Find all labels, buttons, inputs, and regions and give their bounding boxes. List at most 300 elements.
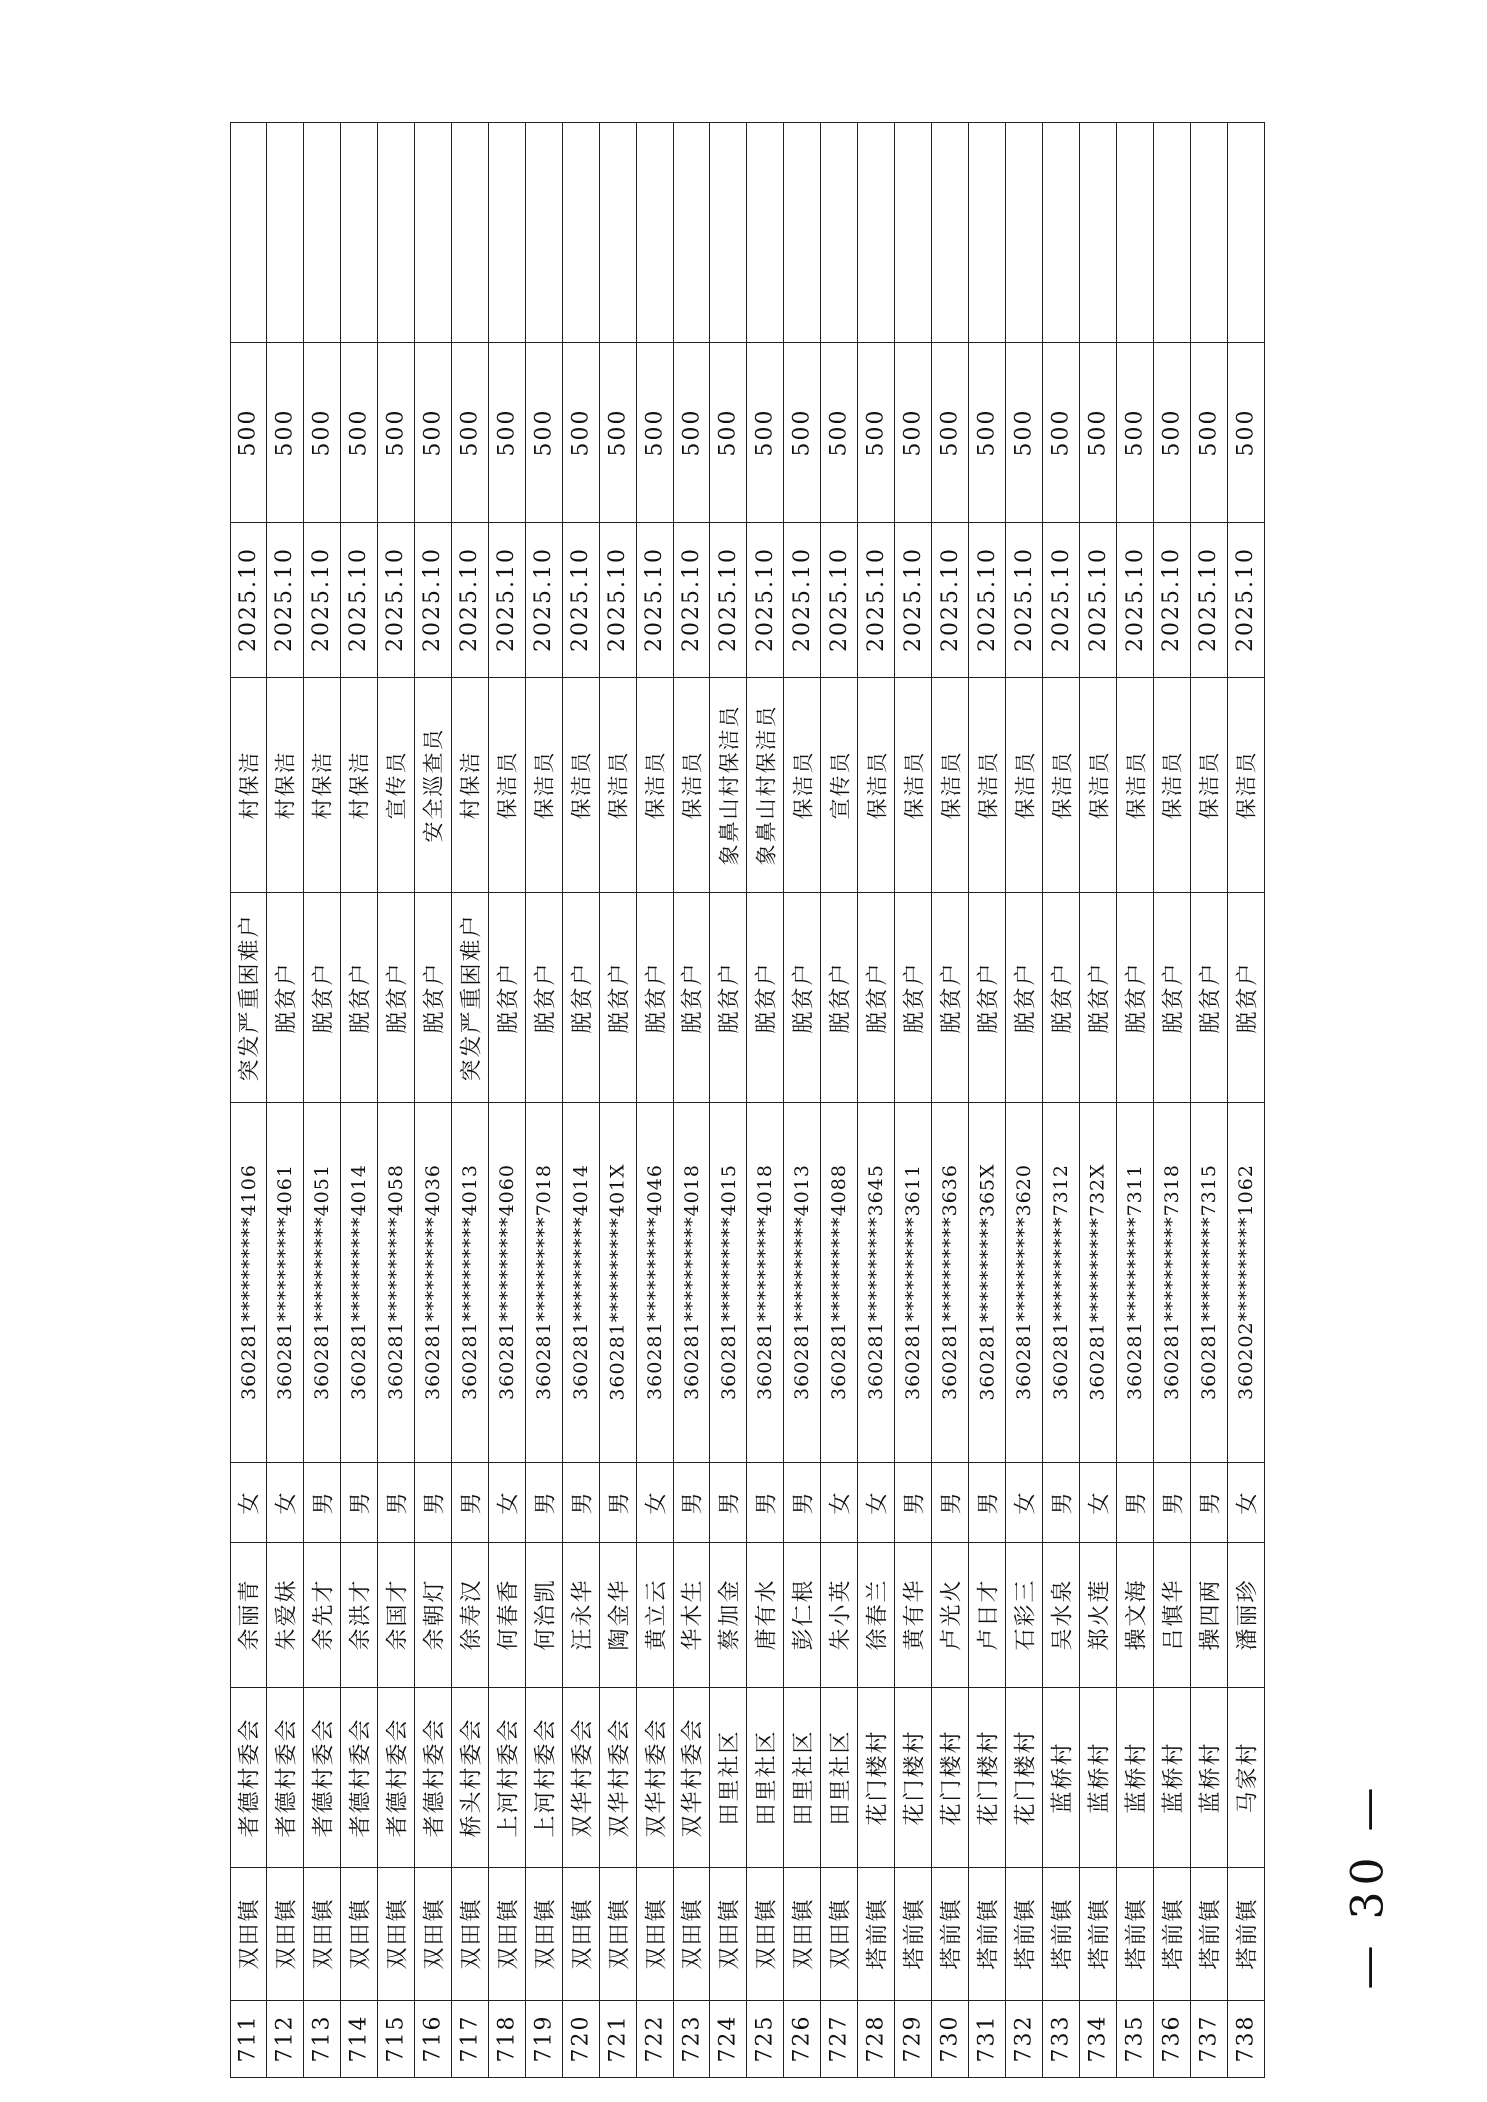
cell-no: 726: [789, 2014, 815, 2063]
cell-date: 2025.10: [420, 547, 446, 652]
cell-category: 脱贫户: [570, 960, 596, 1034]
cell-no: 729: [900, 2014, 926, 2063]
cell-village: 蓝桥村: [1198, 1740, 1224, 1814]
cell-sex: 男: [422, 1489, 448, 1515]
table-row: [821, 122, 858, 2077]
table-row: [230, 122, 267, 2077]
cell-village: 上河村委会: [496, 1716, 522, 1838]
cell-job: 保洁员: [791, 750, 816, 819]
cell-date: 2025.10: [863, 547, 889, 652]
cell-amount: 500: [937, 408, 963, 456]
cell-sex: 女: [237, 1489, 263, 1515]
table-row: [969, 122, 1006, 2077]
cell-category: 脱贫户: [680, 960, 706, 1034]
cell-name: 彭仁根: [791, 1578, 817, 1651]
cell-date: 2025.10: [752, 547, 778, 652]
cell-sex: 男: [385, 1489, 411, 1515]
cell-id: 360281**********4014: [569, 1164, 592, 1400]
cell-village: 双华村委会: [680, 1716, 706, 1838]
column-divider: [230, 677, 1265, 678]
cell-job: 保洁员: [680, 750, 705, 819]
cell-note: [231, 122, 266, 342]
cell-sex: 男: [607, 1489, 633, 1515]
cell-job: 保洁员: [1197, 750, 1222, 819]
cell-village: 马家村: [1235, 1740, 1261, 1814]
table-row: [1006, 122, 1043, 2077]
cell-note: [415, 122, 451, 342]
cell-job: 保洁员: [643, 750, 668, 819]
cell-note: [1191, 122, 1227, 342]
cell-job: 村保洁: [310, 750, 335, 819]
cell-amount: 500: [679, 408, 704, 456]
cell-name: 何治凯: [533, 1578, 559, 1651]
cell-category: 脱贫户: [1235, 960, 1261, 1034]
cell-village: 花门楼村: [1013, 1728, 1039, 1826]
table-row: [674, 122, 711, 2077]
cell-category: 脱贫户: [791, 960, 817, 1034]
cell-sex: 男: [348, 1489, 374, 1515]
cell-date: 2025.10: [494, 547, 520, 652]
table-row: [452, 122, 489, 2077]
cell-name: 唐有水: [754, 1578, 780, 1651]
cell-no: 723: [679, 2014, 704, 2063]
cell-category: 脱贫户: [939, 960, 965, 1034]
cell-no: 714: [346, 2014, 372, 2063]
cell-category: 脱贫户: [1198, 960, 1224, 1034]
cell-job: 村保洁: [347, 750, 372, 819]
cell-note: [378, 122, 414, 342]
cell-job: 保洁员: [1050, 750, 1075, 819]
cell-sex: 男: [1050, 1489, 1076, 1515]
cell-date: 2025.10: [605, 547, 631, 652]
cell-sex: 男: [1124, 1489, 1150, 1515]
cell-amount: 500: [642, 408, 668, 456]
table-row: [526, 122, 563, 2077]
cell-amount: 500: [1122, 408, 1148, 456]
rotated-data-table: [230, 122, 1265, 2077]
cell-date: 2025.10: [1159, 547, 1185, 652]
cell-sex: 男: [570, 1489, 596, 1515]
table-row: [600, 122, 637, 2077]
cell-category: 脱贫户: [865, 960, 891, 1034]
table-row: [637, 122, 674, 2077]
cell-id: 360281**********3620: [1013, 1164, 1036, 1400]
cell-date: 2025.10: [1011, 547, 1037, 652]
cell-village: 花门楼村: [939, 1728, 965, 1826]
cell-name: 余朝灯: [422, 1578, 448, 1651]
cell-id: 360281**********3645: [865, 1164, 888, 1400]
cell-category: 脱贫户: [976, 960, 1002, 1034]
cell-note: [1080, 122, 1116, 342]
cell-sex: 男: [533, 1489, 559, 1515]
cell-town: 双田镇: [644, 1897, 670, 1970]
cell-village: 桥头村委会: [459, 1716, 485, 1838]
cell-note: [526, 122, 562, 342]
table-row: [1043, 122, 1080, 2077]
cell-amount: 500: [494, 408, 520, 456]
cell-amount: 500: [1196, 408, 1222, 456]
cell-village: 花门楼村: [976, 1728, 1002, 1826]
cell-amount: 500: [346, 408, 372, 456]
cell-amount: 500: [900, 408, 926, 456]
cell-note: [341, 122, 377, 342]
cell-amount: 500: [974, 408, 1000, 456]
table-row: [1154, 122, 1191, 2077]
cell-job: 保洁员: [606, 750, 631, 819]
cell-village: 双华村委会: [570, 1716, 596, 1838]
cell-name: 余国才: [385, 1578, 411, 1651]
table-row: [415, 122, 452, 2077]
cell-no: 719: [531, 2014, 557, 2063]
cell-date: 2025.10: [383, 547, 409, 652]
table-row: [1228, 122, 1265, 2077]
cell-date: 2025.10: [715, 547, 741, 652]
column-divider: [230, 2077, 1265, 2078]
cell-amount: 500: [531, 408, 557, 456]
cell-name: 徐春兰: [865, 1578, 891, 1651]
cell-amount: 500: [605, 408, 631, 456]
cell-no: 712: [272, 2014, 298, 2063]
cell-id: 360281**********4036: [421, 1164, 444, 1400]
cell-town: 双田镇: [570, 1897, 596, 1970]
cell-category: 脱贫户: [533, 960, 559, 1034]
cell-date: 2025.10: [1196, 547, 1222, 652]
cell-village: 田里社区: [717, 1728, 743, 1826]
cell-date: 2025.10: [1048, 547, 1074, 652]
cell-sex: 男: [976, 1489, 1002, 1515]
cell-category: 脱贫户: [644, 960, 670, 1034]
cell-category: 脱贫户: [1050, 960, 1076, 1034]
cell-sex: 男: [1198, 1489, 1224, 1515]
cell-town: 双田镇: [348, 1897, 374, 1970]
column-divider: [230, 1867, 1265, 1868]
cell-date: 2025.10: [346, 547, 372, 652]
table-row: [1080, 122, 1117, 2077]
cell-amount: 500: [863, 408, 889, 456]
cell-job: 象鼻山村保洁员: [717, 704, 742, 865]
cell-town: 双田镇: [533, 1897, 559, 1970]
cell-date: 2025.10: [531, 547, 557, 652]
page-number: — 30 —: [1342, 1781, 1394, 1989]
cell-name: 黄立云: [644, 1578, 670, 1651]
cell-sex: 男: [754, 1489, 780, 1515]
cell-amount: 500: [789, 408, 815, 456]
cell-town: 双田镇: [274, 1897, 300, 1970]
cell-name: 徐寿汉: [459, 1578, 485, 1651]
cell-no: 735: [1122, 2014, 1148, 2063]
cell-no: 738: [1233, 2014, 1259, 2063]
cell-id: 360281**********4013: [791, 1164, 814, 1400]
cell-no: 733: [1048, 2014, 1074, 2063]
cell-sex: 女: [274, 1489, 300, 1515]
cell-no: 736: [1159, 2014, 1185, 2063]
cell-village: 者德村委会: [348, 1716, 374, 1838]
column-divider: [230, 2000, 1265, 2001]
cell-village: 蓝桥村: [1050, 1740, 1076, 1814]
cell-no: 737: [1196, 2014, 1222, 2063]
cell-id: 360281**********4046: [643, 1164, 666, 1400]
table-row: [747, 122, 784, 2077]
cell-amount: 500: [1011, 408, 1037, 456]
table-row: [304, 122, 341, 2077]
cell-sex: 男: [311, 1489, 337, 1515]
column-divider: [230, 1462, 1265, 1463]
cell-town: 双田镇: [385, 1897, 411, 1970]
cell-town: 双田镇: [496, 1897, 522, 1970]
cell-name: 余丽青: [237, 1578, 263, 1651]
cell-sex: 女: [865, 1489, 891, 1515]
cell-no: 711: [235, 2014, 261, 2063]
column-divider: [230, 1542, 1265, 1543]
cell-town: 双田镇: [680, 1897, 706, 1970]
cell-job: 村保洁: [237, 750, 262, 819]
cell-note: [267, 122, 303, 342]
cell-id: 360281**********3636: [939, 1164, 962, 1400]
table-row: [563, 122, 600, 2077]
cell-note: [674, 122, 710, 342]
cell-job: 保洁员: [1013, 750, 1038, 819]
table-row: [341, 122, 378, 2077]
cell-job: 保洁员: [1234, 750, 1259, 819]
cell-sex: 女: [644, 1489, 670, 1515]
cell-village: 蓝桥村: [1161, 1740, 1187, 1814]
cell-village: 田里社区: [828, 1728, 854, 1826]
cell-town: 塔前镇: [1087, 1897, 1113, 1970]
cell-no: 718: [494, 2014, 520, 2063]
cell-category: 脱贫户: [274, 960, 300, 1034]
cell-name: 石彩三: [1013, 1578, 1039, 1651]
cell-job: 象鼻山村保洁员: [754, 704, 779, 865]
cell-job: 保洁员: [495, 750, 520, 819]
cell-date: 2025.10: [1233, 547, 1259, 652]
cell-no: 727: [826, 2014, 852, 2063]
cell-date: 2025.10: [309, 547, 335, 652]
cell-village: 蓝桥村: [1124, 1740, 1150, 1814]
cell-name: 操文海: [1124, 1578, 1150, 1651]
column-divider: [230, 342, 1265, 343]
cell-amount: 500: [752, 408, 778, 456]
cell-no: 713: [309, 2014, 335, 2063]
cell-category: 突发严重困难户: [237, 912, 263, 1082]
cell-category: 脱贫户: [385, 960, 411, 1034]
cell-amount: 500: [420, 408, 446, 456]
cell-job: 保洁员: [1124, 750, 1149, 819]
cell-sex: 女: [1087, 1489, 1113, 1515]
cell-village: 者德村委会: [237, 1716, 263, 1838]
cell-sex: 男: [717, 1489, 743, 1515]
table-row: [932, 122, 969, 2077]
cell-amount: 500: [383, 408, 409, 456]
cell-note: [1043, 122, 1079, 342]
cell-note: [637, 122, 673, 342]
cell-job: 保洁员: [1087, 750, 1112, 819]
cell-no: 725: [752, 2014, 778, 2063]
cell-no: 721: [605, 2014, 631, 2063]
cell-category: 脱贫户: [1124, 960, 1150, 1034]
cell-id: 360281**********4018: [754, 1164, 777, 1400]
cell-sex: 男: [459, 1489, 485, 1515]
cell-amount: 500: [1233, 408, 1259, 456]
cell-town: 塔前镇: [865, 1897, 891, 1970]
cell-sex: 男: [791, 1489, 817, 1515]
cell-amount: 500: [715, 408, 741, 456]
cell-job: 宣传员: [828, 750, 853, 819]
cell-town: 双田镇: [717, 1897, 743, 1970]
cell-note: [563, 122, 599, 342]
table-row: [378, 122, 415, 2077]
cell-town: 双田镇: [828, 1897, 854, 1970]
cell-amount: 500: [568, 408, 594, 456]
cell-date: 2025.10: [789, 547, 815, 652]
cell-no: 731: [974, 2014, 1000, 2063]
cell-name: 卢日才: [976, 1578, 1002, 1651]
cell-name: 余先才: [311, 1578, 337, 1651]
cell-sex: 女: [1235, 1489, 1261, 1515]
cell-job: 村保洁: [273, 750, 298, 819]
cell-date: 2025.10: [1085, 547, 1111, 652]
cell-category: 突发严重困难户: [459, 912, 485, 1082]
cell-name: 潘丽珍: [1235, 1578, 1261, 1651]
cell-date: 2025.10: [568, 547, 594, 652]
cell-note: [784, 122, 820, 342]
cell-no: 734: [1085, 2014, 1111, 2063]
cell-date: 2025.10: [900, 547, 926, 652]
cell-village: 双华村委会: [607, 1716, 633, 1838]
cell-town: 双田镇: [237, 1897, 263, 1970]
cell-no: 732: [1011, 2014, 1037, 2063]
cell-category: 脱贫户: [348, 960, 374, 1034]
cell-id: 360281**********7315: [1197, 1164, 1220, 1400]
cell-id: 360281**********4013: [458, 1164, 481, 1400]
cell-name: 蔡加金: [717, 1578, 743, 1651]
cell-sex: 男: [939, 1489, 965, 1515]
cell-no: 717: [457, 2014, 483, 2063]
cell-name: 朱爱妹: [274, 1578, 300, 1651]
table-row: [1117, 122, 1154, 2077]
cell-category: 脱贫户: [828, 960, 854, 1034]
cell-note: [1117, 122, 1153, 342]
column-divider: [230, 1687, 1265, 1688]
cell-note: [969, 122, 1005, 342]
cell-name: 何春香: [496, 1578, 522, 1651]
cell-name: 吴水泉: [1050, 1578, 1076, 1651]
cell-town: 双田镇: [459, 1897, 485, 1970]
column-divider: [230, 892, 1265, 893]
cell-sex: 女: [496, 1489, 522, 1515]
cell-date: 2025.10: [678, 547, 704, 652]
cell-sex: 女: [828, 1489, 854, 1515]
cell-amount: 500: [1048, 408, 1074, 456]
cell-id: 360281**********401X: [606, 1163, 629, 1401]
cell-job: 保洁员: [1160, 750, 1185, 819]
cell-date: 2025.10: [937, 547, 963, 652]
column-divider: [230, 522, 1265, 523]
cell-note: [932, 122, 968, 342]
cell-id: 360281**********7018: [532, 1164, 555, 1400]
cell-sex: 男: [680, 1489, 706, 1515]
table-row: [489, 122, 526, 2077]
cell-no: 716: [420, 2014, 446, 2063]
cell-date: 2025.10: [235, 547, 261, 652]
cell-amount: 500: [1159, 408, 1185, 456]
cell-town: 塔前镇: [976, 1897, 1002, 1970]
cell-date: 2025.10: [272, 547, 298, 652]
cell-village: 田里社区: [754, 1728, 780, 1826]
cell-note: [600, 122, 636, 342]
cell-town: 双田镇: [422, 1897, 448, 1970]
cell-id: 360281**********4014: [347, 1164, 370, 1400]
cell-job: 保洁员: [532, 750, 557, 819]
cell-no: 720: [568, 2014, 594, 2063]
cell-no: 724: [715, 2014, 741, 2063]
cell-town: 塔前镇: [902, 1897, 928, 1970]
cell-town: 塔前镇: [939, 1897, 965, 1970]
table-row: [895, 122, 932, 2077]
cell-id: 360281**********4015: [717, 1164, 740, 1400]
cell-village: 双华村委会: [644, 1716, 670, 1838]
cell-name: 操四两: [1198, 1578, 1224, 1651]
cell-note: [452, 122, 488, 342]
cell-no: 730: [937, 2014, 963, 2063]
cell-note: [747, 122, 783, 342]
cell-no: 722: [642, 2014, 668, 2063]
cell-amount: 500: [826, 408, 852, 456]
cell-id: 360202**********1062: [1234, 1164, 1257, 1400]
cell-id: 360281**********4106: [237, 1164, 260, 1400]
cell-note: [821, 122, 857, 342]
cell-id: 360281**********365X: [976, 1163, 999, 1401]
cell-note: [858, 122, 894, 342]
cell-date: 2025.10: [974, 547, 1000, 652]
cell-id: 360281**********7311: [1124, 1164, 1147, 1400]
cell-village: 花门楼村: [902, 1728, 928, 1826]
cell-job: 安全巡查员: [421, 727, 446, 842]
cell-village: 者德村委会: [311, 1716, 337, 1838]
cell-id: 360281**********4051: [310, 1164, 333, 1400]
cell-id: 360281**********4088: [828, 1164, 851, 1400]
cell-job: 保洁员: [865, 750, 890, 819]
cell-note: [710, 122, 746, 342]
cell-town: 塔前镇: [1013, 1897, 1039, 1970]
cell-name: 吕慎华: [1161, 1578, 1187, 1651]
cell-category: 脱贫户: [496, 960, 522, 1034]
cell-job: 保洁员: [976, 750, 1001, 819]
cell-village: 者德村委会: [422, 1716, 448, 1838]
cell-name: 华木生: [680, 1578, 706, 1651]
table-row: [784, 122, 821, 2077]
cell-job: 保洁员: [569, 750, 594, 819]
cell-name: 郑火莲: [1087, 1578, 1113, 1651]
cell-note: [895, 122, 931, 342]
cell-id: 360281**********732X: [1087, 1163, 1110, 1401]
cell-town: 塔前镇: [1198, 1897, 1224, 1970]
cell-id: 360281**********3611: [902, 1164, 925, 1400]
cell-note: [1228, 122, 1264, 342]
cell-town: 双田镇: [754, 1897, 780, 1970]
cell-no: 728: [863, 2014, 889, 2063]
column-divider: [230, 1102, 1265, 1103]
cell-job: 保洁员: [939, 750, 964, 819]
cell-amount: 500: [1085, 408, 1111, 456]
cell-town: 塔前镇: [1124, 1897, 1150, 1970]
table-row: [267, 122, 304, 2077]
cell-town: 塔前镇: [1161, 1897, 1187, 1970]
cell-name: 黄有华: [902, 1578, 928, 1651]
cell-village: 者德村委会: [274, 1716, 300, 1838]
cell-category: 脱贫户: [607, 960, 633, 1034]
cell-village: 上河村委会: [533, 1716, 559, 1838]
cell-name: 陶金华: [607, 1578, 633, 1651]
